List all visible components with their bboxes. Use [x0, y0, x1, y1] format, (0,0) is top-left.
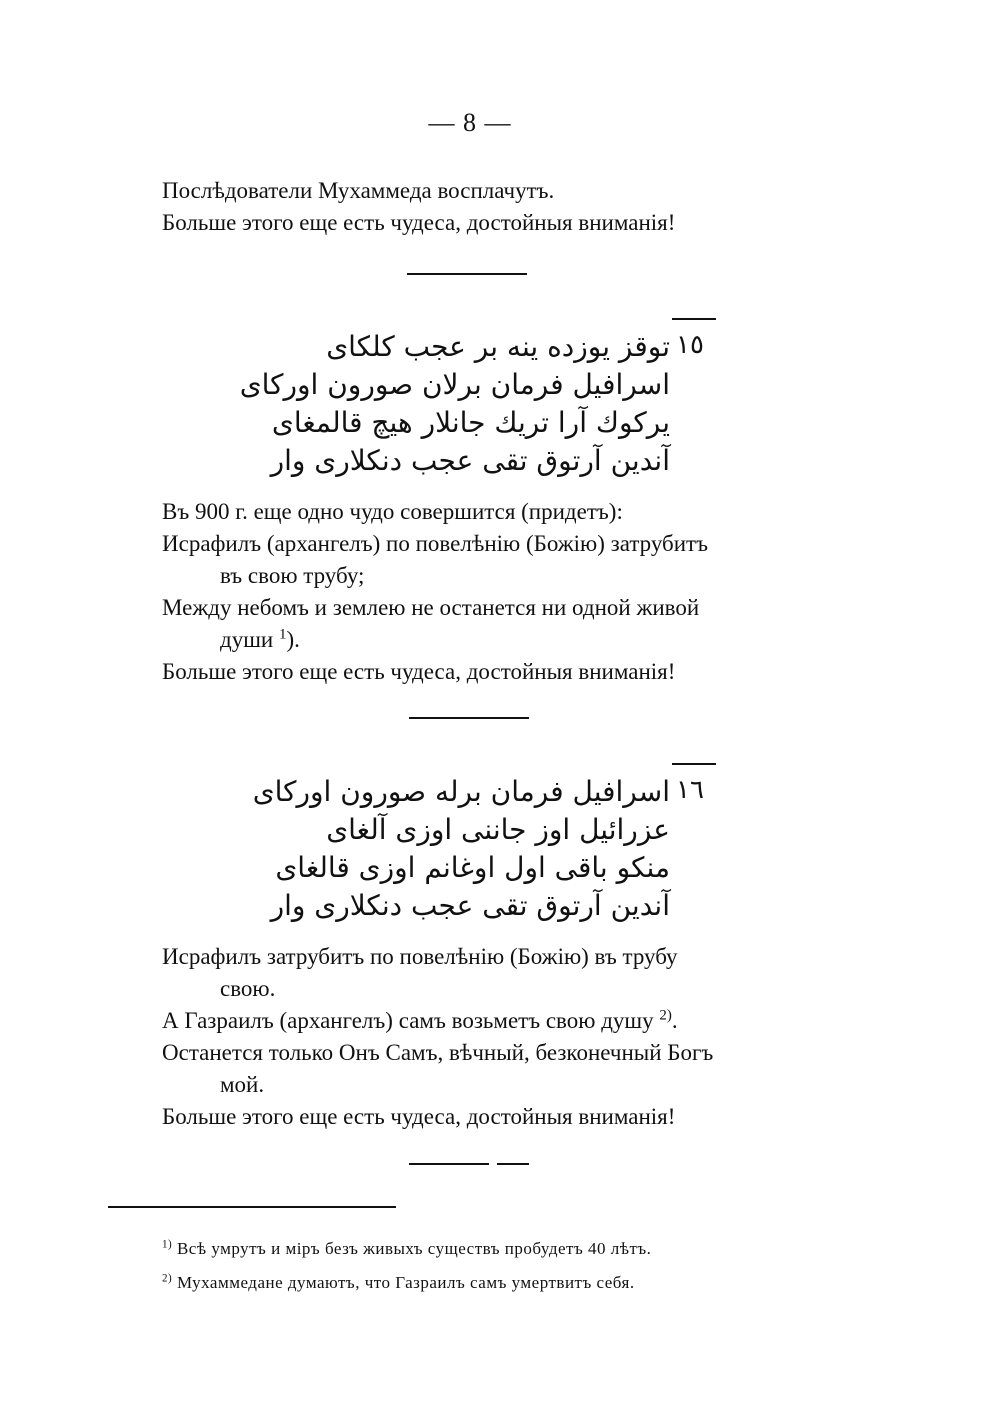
- translation-text: души: [220, 627, 274, 652]
- intro-line-1: Послѣдователи Мухаммеда восплачутъ.: [162, 178, 555, 203]
- translation-line: Исрафилъ затрубитъ по повелѣнію (Божію) въ трубу: [162, 944, 678, 969]
- section-divider: [409, 717, 529, 719]
- verse-16-text: [230, 773, 670, 925]
- translation-line: Больше этого еще есть чудеса, достойныя вниманія!: [162, 1104, 676, 1129]
- footnote-text: Мухаммедане думаютъ, что Газраилъ самъ умертвитъ себя.: [176, 1273, 635, 1292]
- verse-line: منكو باقى اول اوغانم اوزى قالغاى: [275, 851, 670, 884]
- verse-line: عزرائيل اوز جاننى اوزى آلغاى: [326, 813, 670, 846]
- translation-line: [162, 625, 300, 655]
- section-divider: [409, 1163, 489, 1165]
- footnote-ref: 2): [659, 1007, 672, 1024]
- verse-line: آندين آرتوق تقى عجب دنكلارى وار: [270, 889, 670, 922]
- footnote-mark: 2): [162, 1272, 173, 1285]
- footnote-separator: [108, 1206, 396, 1208]
- verse-mark: [672, 763, 716, 771]
- verse-mark: [672, 318, 716, 326]
- translation-line: Больше этого еще есть чудеса, достойныя вниманія!: [162, 659, 676, 684]
- section-divider: [497, 1163, 529, 1165]
- translation-line: Въ 900 г. еще одно чудо совершится (придетъ):: [162, 499, 623, 524]
- translation-line: [162, 1006, 678, 1036]
- verse-number-16: ١٦: [676, 775, 704, 805]
- page-number: — 8 —: [428, 108, 512, 137]
- translation-line: Между небомъ и землею не останется ни одной живой: [162, 595, 700, 620]
- translation-line: мой.: [220, 1072, 265, 1097]
- verse-number-15: ١٥: [676, 330, 704, 360]
- verse-line: اسرافيل فرمان برلان صورون اوركاى: [239, 368, 670, 401]
- footnote-mark: 1): [162, 1238, 173, 1251]
- intro-line-2: Больше этого еще есть чудеса, достойныя вниманія!: [162, 210, 676, 235]
- translation-line: свою.: [220, 976, 276, 1001]
- verse-line: اسرافيل فرمان برله صورون اوركاى: [252, 775, 670, 808]
- translation-line: Исрафилъ (архангелъ) по повелѣнію (Божію) затрубитъ: [162, 531, 709, 556]
- section-divider: [407, 273, 527, 275]
- translation-text: ).: [286, 627, 300, 652]
- translation-text: А Газраилъ (архангелъ) самъ возьметъ свою душу: [162, 1008, 654, 1033]
- footnote-ref: 1: [278, 626, 287, 643]
- verse-line: آندين آرتوق تقى عجب دنكلارى وار: [270, 444, 670, 477]
- footnote-2: [162, 1272, 635, 1294]
- verse-line: يركوك آرا تريك جانلار هيچ قالمغاى: [271, 406, 670, 439]
- translation-line: Останется только Онъ Самъ, вѣчный, безконечный Богъ: [162, 1040, 714, 1065]
- translation-line: въ свою трубу;: [220, 563, 365, 588]
- verse-15-text: [230, 328, 670, 480]
- translation-text: .: [671, 1008, 678, 1033]
- footnote-1: [162, 1238, 651, 1260]
- verse-line: توقز يوزده ينه بر عجب كلكاى: [326, 330, 670, 363]
- footnote-text: Всѣ умрутъ и міръ безъ живыхъ существъ пробудетъ 40 лѣтъ.: [176, 1239, 652, 1258]
